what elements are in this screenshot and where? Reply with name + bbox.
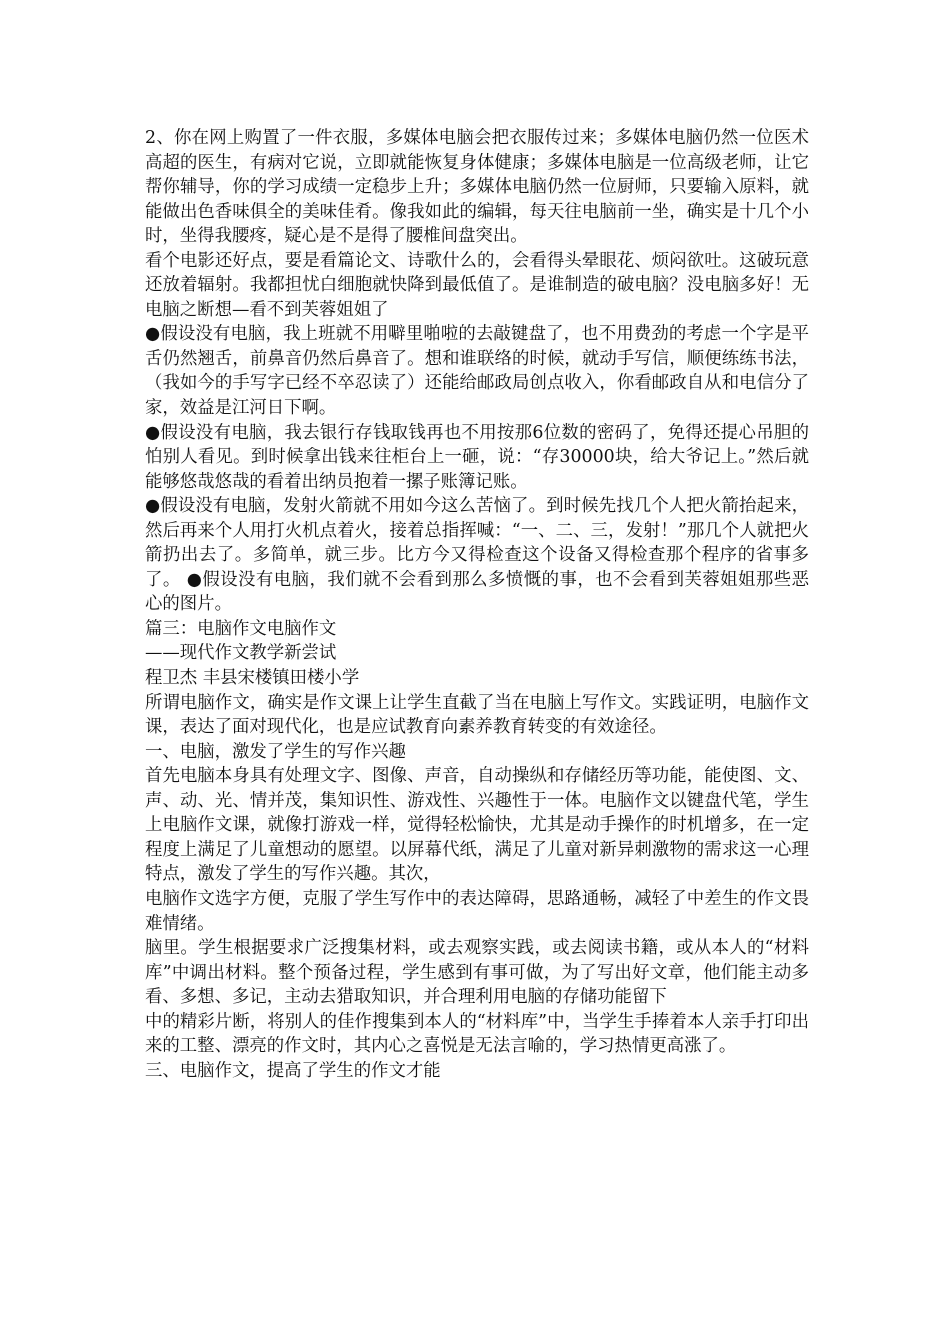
paragraph-definition: 所谓电脑作文，确实是作文课上让学生直截了当在电脑上写作文。实践证明，电脑作文课，表达了面对现代化，也是应试教育向素养教育转变的有效途径。 — [145, 692, 809, 738]
paragraph-interest-body: 首先电脑本身具有处理文字、图像、声音，自动操纵和存储经历等功能，能使图、文、声、动、光、情并茂，集知识性、游戏性、兴趣性于一体。电脑作文以键盘代笔，学生上电脑作文课，就像打游戏一样，觉得轻松愉快，尤其是动手操作的时机增多，在一定程度上满足了儿童想动的愿望。以屏幕代纸，满足了儿童对新异刺激物的需求这一心理特点，激发了学生的写作兴趣。其次， — [145, 766, 809, 885]
paragraph-material-collection: 脑里。学生根据要求广泛搜集材料，或去观察实践，或去阅读书籍，或从本人的“材料库”中调出材料。整个预备过程，学生感到有事可做，为了写出好文章，他们能主动多看、多想、多记，主动去猎取知识，并合理利用电脑的存储功能留下 — [145, 938, 809, 1008]
paragraph-multimedia-computer: 2、你在网上购置了一件衣服，多媒体电脑会把衣服传过来；多媒体电脑仍然一位医术高超的医生，有病对它说，立即就能恢复身体健康；多媒体电脑是一位高级老师，让它帮你辅导，你的学习成绩一定稳步上升；多媒体电脑仍然一位厨师，只要输入原料，就能做出色香味俱全的美味佳肴。像我如此的编辑，每天往电脑前一坐，确实是十几个小时，坐得我腰疼，疑心是不是得了腰椎间盘突出。 — [145, 128, 809, 247]
paragraph-no-computer-rocket: ●假设没有电脑，发射火箭就不用如今这么苦恼了。到时候先找几个人把火箭抬起来，然后再来个人用打火机点着火，接着总指挥喊：“一、二、三，发射！”那几个人就把火箭扔出去了。多简单，就三步。比方今又得检查这个设备又得检查那个程序的省事多了。 ●假设没有电脑，我们就不会看到那么多愤慨的事，也不会看到芙蓉姐姐那些恶心的图片。 — [145, 496, 809, 615]
author-line: 程卫杰 丰县宋楼镇田楼小学 — [145, 668, 360, 689]
heading-interest: 一、电脑，激发了学生的写作兴趣 — [145, 741, 406, 762]
section-subtitle: ——现代作文教学新尝试 — [145, 643, 337, 664]
document-body — [145, 126, 809, 1083]
section-title: 篇三：电脑作文电脑作文 — [145, 618, 337, 639]
paragraph-no-computer-bank: ●假设没有电脑，我去银行存钱取钱再也不用按那6位数的密码了，免得还提心吊胆的怕别人看见。到时候拿出钱来往柜台上一砸，说：“存30000块，给大爷记上。”然后就能够悠哉悠哉的看着出纳员抱着一摞子账簿记账。 — [145, 422, 809, 492]
paragraph-movie-radiation: 看个电影还好点，要是看篇论文、诗歌什么的，会看得头晕眼花、烦闷欲吐。这破玩意还放着辐射。我都担忧白细胞就快降到最低值了。是谁制造的破电脑？没电脑多好！无电脑之断想—看不到芙蓉姐姐了 — [145, 250, 809, 320]
heading-ability: 三、电脑作文，提高了学生的作文才能 — [145, 1060, 441, 1081]
paragraph-input-convenience: 电脑作文选字方便，克服了学生写作中的表达障碍，思路通畅，减轻了中差生的作文畏难情绪。 — [145, 888, 809, 934]
paragraph-no-computer-work: ●假设没有电脑，我上班就不用噼里啪啦的去敲键盘了，也不用费劲的考虑一个字是平舌仍然翘舌，前鼻音仍然后鼻音了。想和谁联络的时候，就动手写信，顺便练练书法，（我如今的手写字已经不卒忍读了）还能给邮政局创点收入，你看邮政自从和电信分了家，效益是江河日下啊。 — [145, 324, 809, 419]
paragraph-material-library: 中的精彩片断，将别人的佳作搜集到本人的“材料库”中，当学生手捧着本人亲手打印出来的工整、漂亮的作文时，其内心之喜悦是无法言喻的，学习热情更高涨了。 — [145, 1011, 809, 1057]
